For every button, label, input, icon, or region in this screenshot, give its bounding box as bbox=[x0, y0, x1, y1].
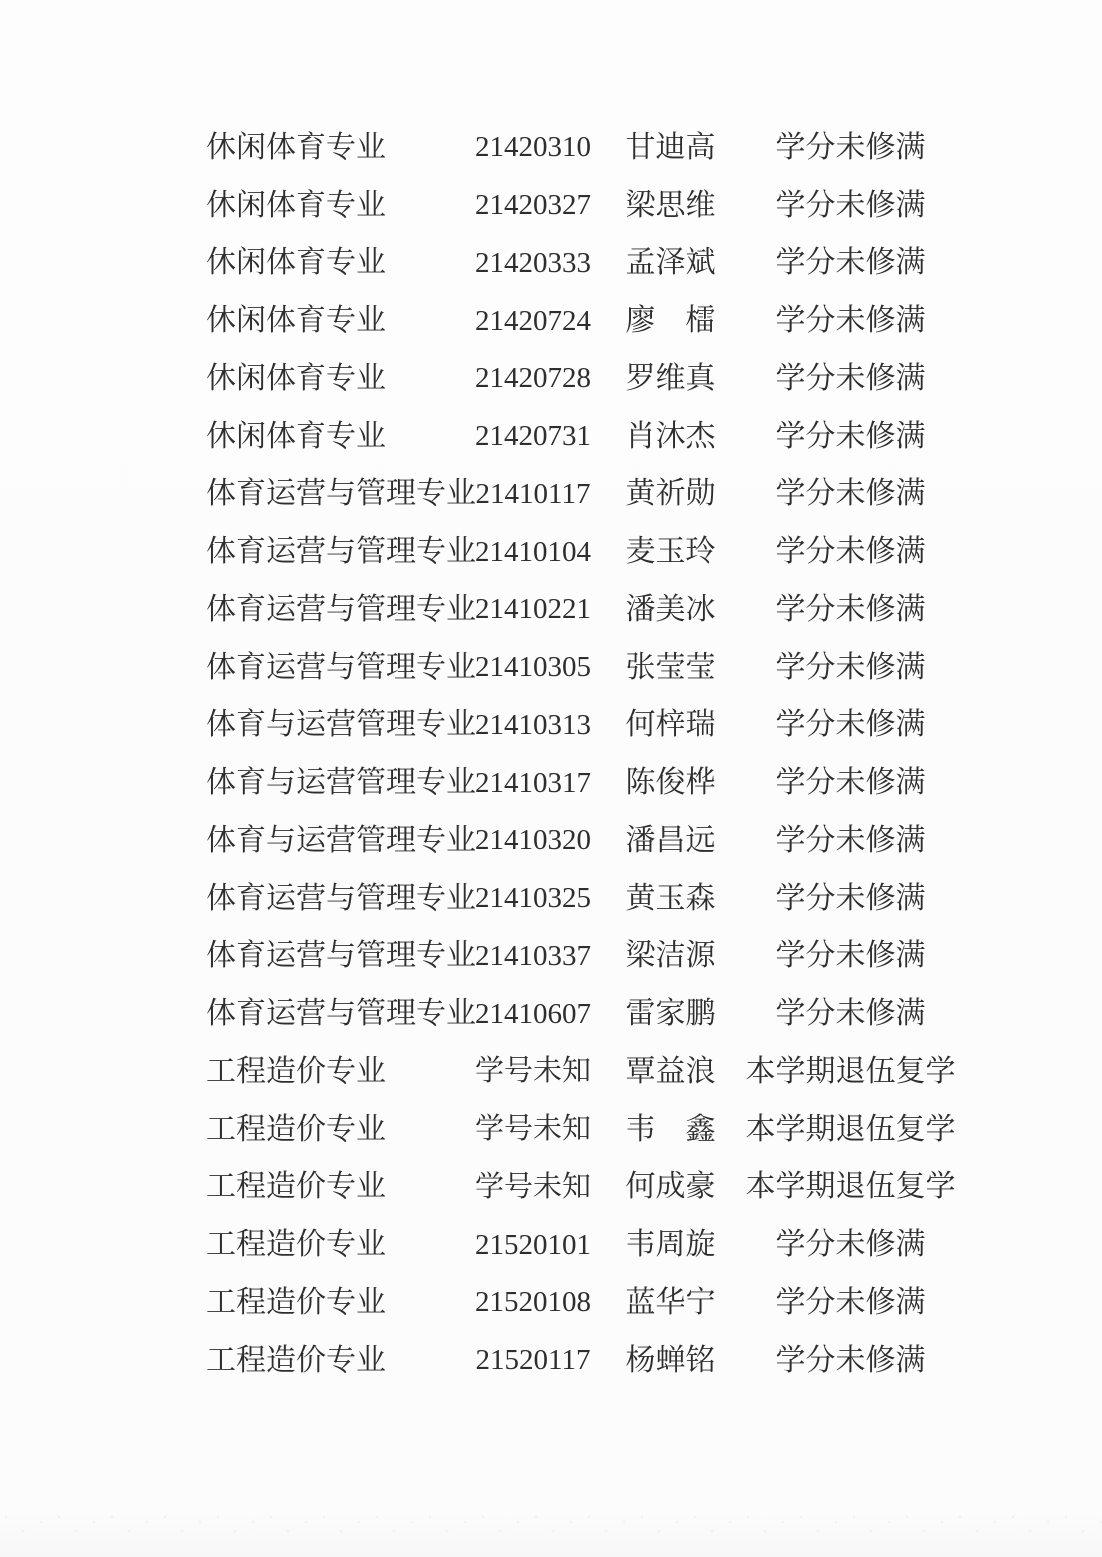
major-cell: 休闲体育专业 bbox=[206, 361, 386, 395]
table-row bbox=[206, 639, 968, 697]
student-name-cell: 麦玉玲 bbox=[625, 535, 716, 569]
major-cell: 休闲体育专业 bbox=[206, 130, 386, 164]
student-name-cell: 肖沐杰 bbox=[625, 419, 716, 453]
student-name-cell: 廖 檑 bbox=[625, 304, 716, 338]
student-id-cell: 学号未知 bbox=[474, 1113, 591, 1146]
status-cell: 学分未修满 bbox=[775, 708, 926, 742]
table-row bbox=[206, 928, 968, 986]
student-id-cell: 学号未知 bbox=[474, 1055, 591, 1088]
status-cell: 学分未修满 bbox=[775, 535, 926, 569]
student-id-cell: 21520101 bbox=[475, 1228, 591, 1261]
student-name-cell: 张莹莹 bbox=[625, 650, 716, 684]
student-name-cell: 潘美冰 bbox=[625, 592, 716, 626]
status-cell: 本学期退伍复学 bbox=[745, 1170, 956, 1204]
student-id-cell: 21420327 bbox=[475, 189, 591, 222]
table-row bbox=[206, 292, 968, 350]
status-cell: 学分未修满 bbox=[775, 477, 926, 511]
student-name-cell: 雷家鹏 bbox=[625, 997, 716, 1031]
major-cell: 工程造价专业 bbox=[206, 1228, 386, 1262]
student-name-cell: 罗维真 bbox=[625, 361, 716, 395]
major-cell: 体育与运营管理专业 bbox=[206, 823, 476, 857]
table-row bbox=[206, 1216, 968, 1274]
student-id-cell: 21410320 bbox=[475, 824, 591, 857]
status-cell: 本学期退伍复学 bbox=[745, 1112, 956, 1146]
major-cell: 休闲体育专业 bbox=[206, 419, 386, 453]
table-row bbox=[206, 985, 968, 1043]
major-cell: 体育运营与管理专业 bbox=[206, 535, 476, 569]
student-id-cell: 21420728 bbox=[475, 362, 591, 395]
student-id-cell: 21410607 bbox=[475, 997, 591, 1030]
major-cell: 体育运营与管理专业 bbox=[206, 997, 476, 1031]
student-name-cell: 何成豪 bbox=[625, 1170, 716, 1204]
major-cell: 体育与运营管理专业 bbox=[206, 708, 476, 742]
student-name-cell: 黄玉森 bbox=[625, 881, 716, 915]
table-row bbox=[206, 1332, 968, 1390]
major-cell: 体育运营与管理专业 bbox=[206, 650, 476, 684]
status-cell: 学分未修满 bbox=[775, 823, 926, 857]
status-cell: 学分未修满 bbox=[775, 246, 926, 280]
major-cell: 工程造价专业 bbox=[206, 1170, 386, 1204]
major-cell: 体育运营与管理专业 bbox=[206, 939, 476, 973]
student-id-cell: 21520108 bbox=[475, 1286, 591, 1319]
table-row bbox=[206, 235, 968, 293]
student-name-cell: 韦周旋 bbox=[625, 1228, 716, 1262]
student-id-cell: 21420731 bbox=[475, 420, 591, 453]
student-id-cell: 学号未知 bbox=[474, 1170, 591, 1203]
status-cell: 学分未修满 bbox=[775, 881, 926, 915]
status-cell: 学分未修满 bbox=[775, 1228, 926, 1262]
student-id-cell: 21410337 bbox=[475, 939, 591, 972]
major-cell: 休闲体育专业 bbox=[206, 246, 386, 280]
table-row bbox=[206, 697, 968, 755]
status-cell: 本学期退伍复学 bbox=[745, 1054, 956, 1088]
table-row bbox=[206, 177, 968, 235]
major-cell: 工程造价专业 bbox=[206, 1054, 386, 1088]
student-id-cell: 21410325 bbox=[475, 882, 591, 915]
table-row bbox=[206, 1101, 968, 1159]
major-cell: 休闲体育专业 bbox=[206, 304, 386, 338]
table-row bbox=[206, 870, 968, 928]
status-cell: 学分未修满 bbox=[775, 1343, 926, 1377]
table-row bbox=[206, 754, 968, 812]
student-name-cell: 梁洁源 bbox=[625, 939, 716, 973]
student-id-cell: 21420310 bbox=[475, 131, 591, 164]
student-name-cell: 陈俊桦 bbox=[625, 766, 716, 800]
status-cell: 学分未修满 bbox=[775, 650, 926, 684]
student-name-cell: 覃益浪 bbox=[625, 1054, 716, 1088]
table-row bbox=[206, 1043, 968, 1101]
student-status-list bbox=[206, 119, 968, 1390]
student-id-cell: 21420333 bbox=[475, 246, 591, 279]
status-cell: 学分未修满 bbox=[775, 130, 926, 164]
student-name-cell: 梁思维 bbox=[625, 188, 716, 222]
student-name-cell: 蓝华宁 bbox=[625, 1285, 716, 1319]
status-cell: 学分未修满 bbox=[775, 188, 926, 222]
table-row bbox=[206, 812, 968, 870]
scan-noise-artifact bbox=[0, 1507, 1102, 1543]
table-row bbox=[206, 119, 968, 177]
student-id-cell: 21420724 bbox=[475, 304, 591, 337]
table-row bbox=[206, 1159, 968, 1217]
student-id-cell: 21410317 bbox=[475, 766, 591, 799]
major-cell: 体育运营与管理专业 bbox=[206, 881, 476, 915]
student-name-cell: 孟泽斌 bbox=[625, 246, 716, 280]
student-id-cell: 21520117 bbox=[475, 1344, 591, 1377]
student-name-cell: 甘迪高 bbox=[625, 130, 716, 164]
status-cell: 学分未修满 bbox=[775, 997, 926, 1031]
status-cell: 学分未修满 bbox=[775, 592, 926, 626]
major-cell: 工程造价专业 bbox=[206, 1285, 386, 1319]
status-cell: 学分未修满 bbox=[775, 304, 926, 338]
table-row bbox=[206, 466, 968, 524]
table-row bbox=[206, 350, 968, 408]
table-row bbox=[206, 523, 968, 581]
status-cell: 学分未修满 bbox=[775, 361, 926, 395]
table-row bbox=[206, 408, 968, 466]
major-cell: 工程造价专业 bbox=[206, 1112, 386, 1146]
student-id-cell: 21410313 bbox=[475, 708, 591, 741]
status-cell: 学分未修满 bbox=[775, 1285, 926, 1319]
status-cell: 学分未修满 bbox=[775, 419, 926, 453]
student-id-cell: 21410104 bbox=[475, 535, 591, 568]
major-cell: 工程造价专业 bbox=[206, 1343, 386, 1377]
table-row bbox=[206, 581, 968, 639]
student-name-cell: 黄祈勋 bbox=[625, 477, 716, 511]
status-cell: 学分未修满 bbox=[775, 939, 926, 973]
student-name-cell: 何梓瑞 bbox=[625, 708, 716, 742]
major-cell: 体育运营与管理专业 bbox=[206, 592, 476, 626]
major-cell: 体育与运营管理专业 bbox=[206, 766, 476, 800]
student-name-cell: 杨蝉铭 bbox=[625, 1343, 716, 1377]
major-cell: 体育运营与管理专业 bbox=[206, 477, 476, 511]
student-id-cell: 21410221 bbox=[475, 593, 591, 626]
student-id-cell: 21410117 bbox=[475, 477, 591, 510]
student-name-cell: 韦 鑫 bbox=[625, 1112, 716, 1146]
major-cell: 休闲体育专业 bbox=[206, 188, 386, 222]
student-name-cell: 潘昌远 bbox=[625, 823, 716, 857]
status-cell: 学分未修满 bbox=[775, 766, 926, 800]
table-row bbox=[206, 1274, 968, 1332]
student-id-cell: 21410305 bbox=[475, 651, 591, 684]
